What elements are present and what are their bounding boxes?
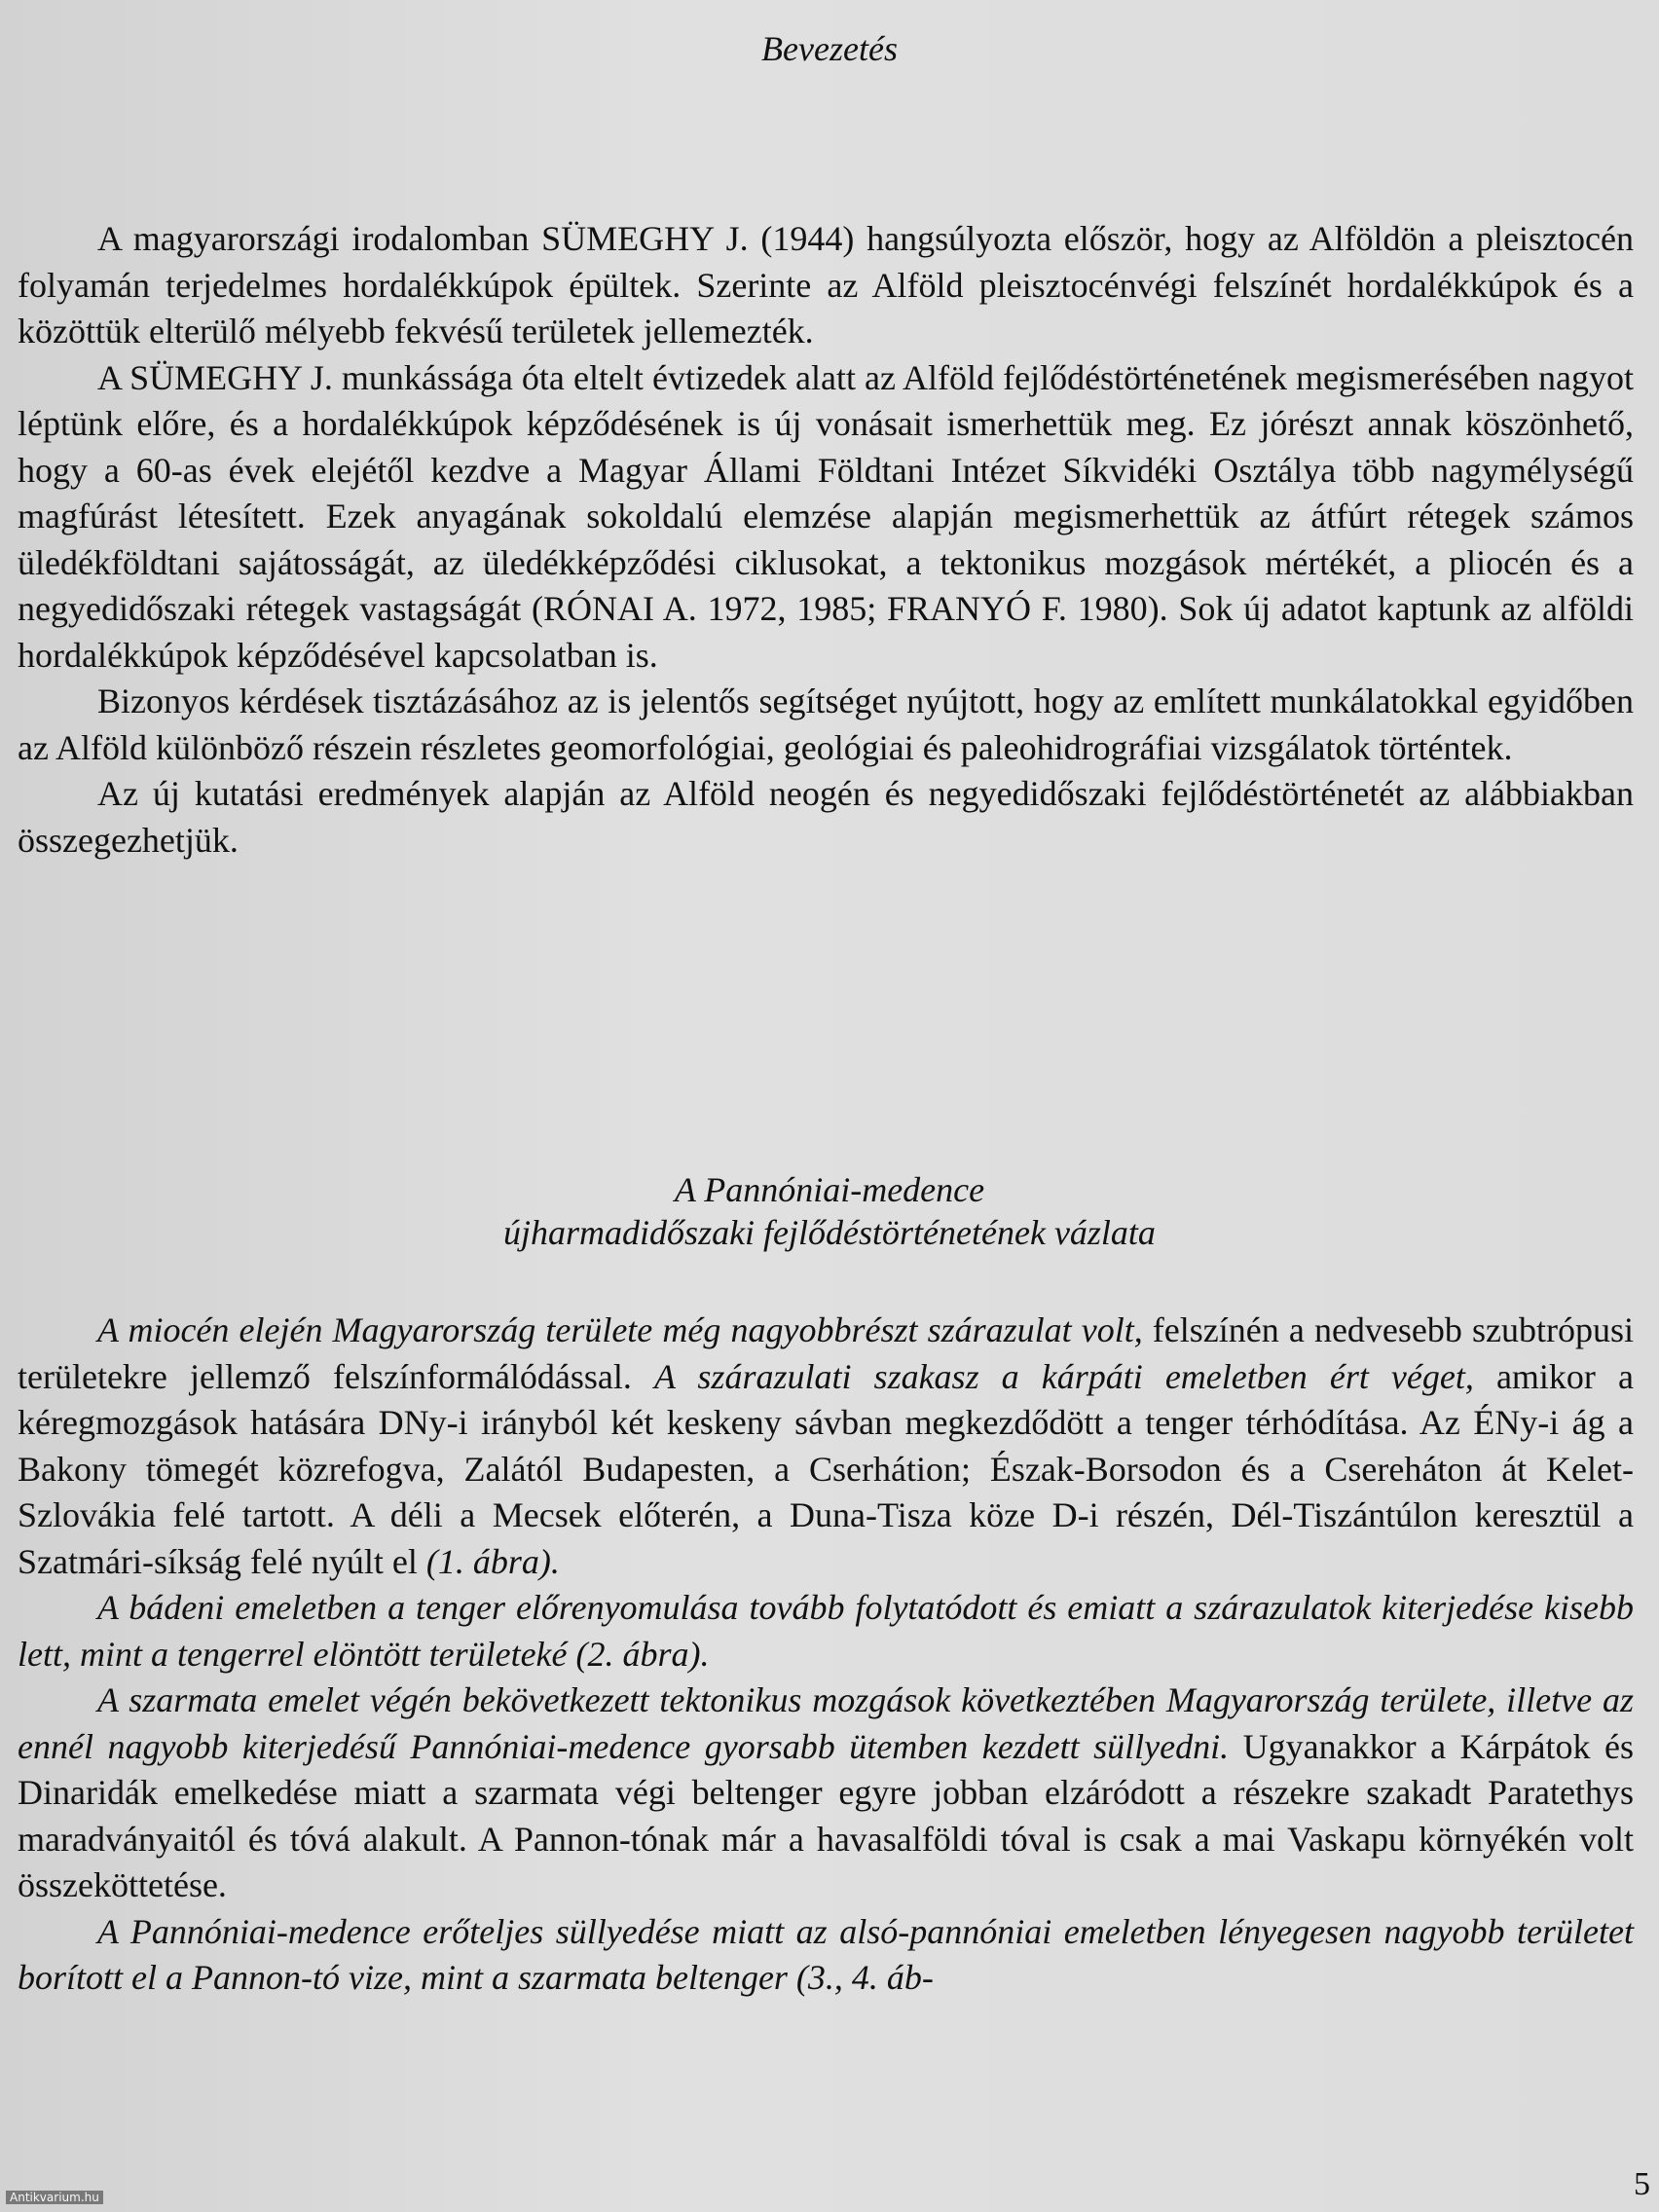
paragraph	[18, 1909, 1634, 2002]
paragraph	[18, 1308, 1634, 1585]
text-run: Az új kutatási eredmények alapján az Alföld neogén és negyedidőszaki fejlődéstörténetét az alábbiakban összegezhetjük.	[18, 774, 1634, 860]
paragraph	[18, 1677, 1634, 1909]
intro-text	[18, 216, 1634, 864]
text-run: A SÜMEGHY J. munkássága óta eltelt évtizedek alatt az Alföld fejlődéstörténetének megismerésében nagyot léptünk előre, és a hordalékkúpok képződésének is új vonásait ismerhettük meg. Ez jórészt annak köszönhető, hogy a 60-as évek elejétől kezdve a Magyar Állami Földtani Intézet Síkvidéki Osztálya több nagymélységű magfúrást létesített. Ezek anyagának sokoldalú elemzése alapján megismerhettük az átfúrt rétegek számos üledékföldtani sajátosságát, az üledékképződési ciklusokat, a tektonikus mozgások mértékét, a pliocén és a negyedidőszaki rétegek vastagságát (RÓNAI A. 1972, 1985; FRANYÓ F. 1980). Sok új adatot kaptunk az alföldi hordalékkúpok képződésével kapcsolatban is.	[18, 357, 1634, 675]
italic-text: A bádeni emeletben a tenger előrenyomulása tovább folytatódott és emiatt a szárazulatok kiterjedése kisebb lett, mint a tengerrel elöntött területeké (2. ábra).	[18, 1588, 1634, 1674]
text-run: felszínén a nedvesebb szubtrópusi területekre jellemző felszínformálódással.	[18, 1310, 1634, 1396]
paragraph	[18, 1585, 1634, 1677]
italic-text: A szarmata emelet végén bekövetkezett tektonikus mozgások következtében Magyarország területe, illetve az ennél nagyobb kiterjedésű Pannóniai-medence gyorsabb ütemben kezdett süllyedni.	[18, 1680, 1634, 1766]
text-run: Bizonyos kérdések tisztázásához az is jelentős segítséget nyújtott, hogy az említett munkálatokkal egyidőben az Alföld különböző részein részletes geomorfológiai, geológiai és paleohidrográfiai vizsgálatok történtek.	[18, 682, 1634, 767]
paragraph	[18, 216, 1634, 355]
italic-text: A Pannóniai-medence erőteljes süllyedése miatt az alsó-pannóniai emeletben lényegesen nagyobb területet borított el a Pannon-tó vize, mint a szarmata beltenger (3., 4. áb-	[18, 1911, 1634, 1997]
text-run: amikor a kéregmozgások hatására DNy-i irányból két keskeny sávban megkezdődött a tenger térhódítása. Az ÉNy-i ág a Bakony tömegét közrefogva, Zalától Budapesten, a Cserhátion; Észak-Borsodon és a Csereháton át Kelet-Szlovákia felé tartott. A déli a Mecsek előterén, a Duna-Tisza köze D-i részén, Dél-Tiszántúlon keresztül a Szatmári-síkság felé nyúlt el	[18, 1356, 1634, 1581]
italic-text: (1. ábra).	[425, 1541, 560, 1581]
paragraph	[18, 771, 1634, 864]
body-text	[18, 1308, 1634, 2002]
watermark: Antikvarium.hu	[6, 2191, 103, 2204]
section-title-line1: A Pannóniai-medence	[674, 1170, 985, 1209]
section-title-line2: újharmadidőszaki fejlődéstörténetének vázlata	[503, 1213, 1156, 1252]
text-run: A magyarországi irodalomban SÜMEGHY J. (1944) hangsúlyozta először, hogy az Alföldön a pleisztocén folyamán terjedelmes hordalékkúpok épültek. Szerinte az Alföld pleisztocénvégi felszínét hordalékkúpok és a közöttük elterülő mélyebb fekvésű területek jellemezték.	[18, 219, 1634, 350]
paragraph	[18, 355, 1634, 680]
paragraph	[18, 679, 1634, 771]
italic-text: A miocén elején Magyarország területe még nagyobbrészt szárazulat volt,	[97, 1310, 1143, 1349]
page-header-title: Bevezetés	[761, 29, 898, 68]
page-number: 5	[1634, 2166, 1650, 2202]
text-run: Ugyanakkor a Kárpátok és Dinaridák emelkedése miatt a szarmata végi beltenger egyre jobban elzáródott a részekre szakadt Paratethys maradványaitól és tóvá alakult. A Pannon-tónak már a havasalföldi tóval is csak a mai Vaskapu környékén volt összeköttetése.	[18, 1726, 1634, 1904]
italic-text: A szárazulati szakasz a kárpáti emeletben ért véget,	[654, 1356, 1474, 1396]
